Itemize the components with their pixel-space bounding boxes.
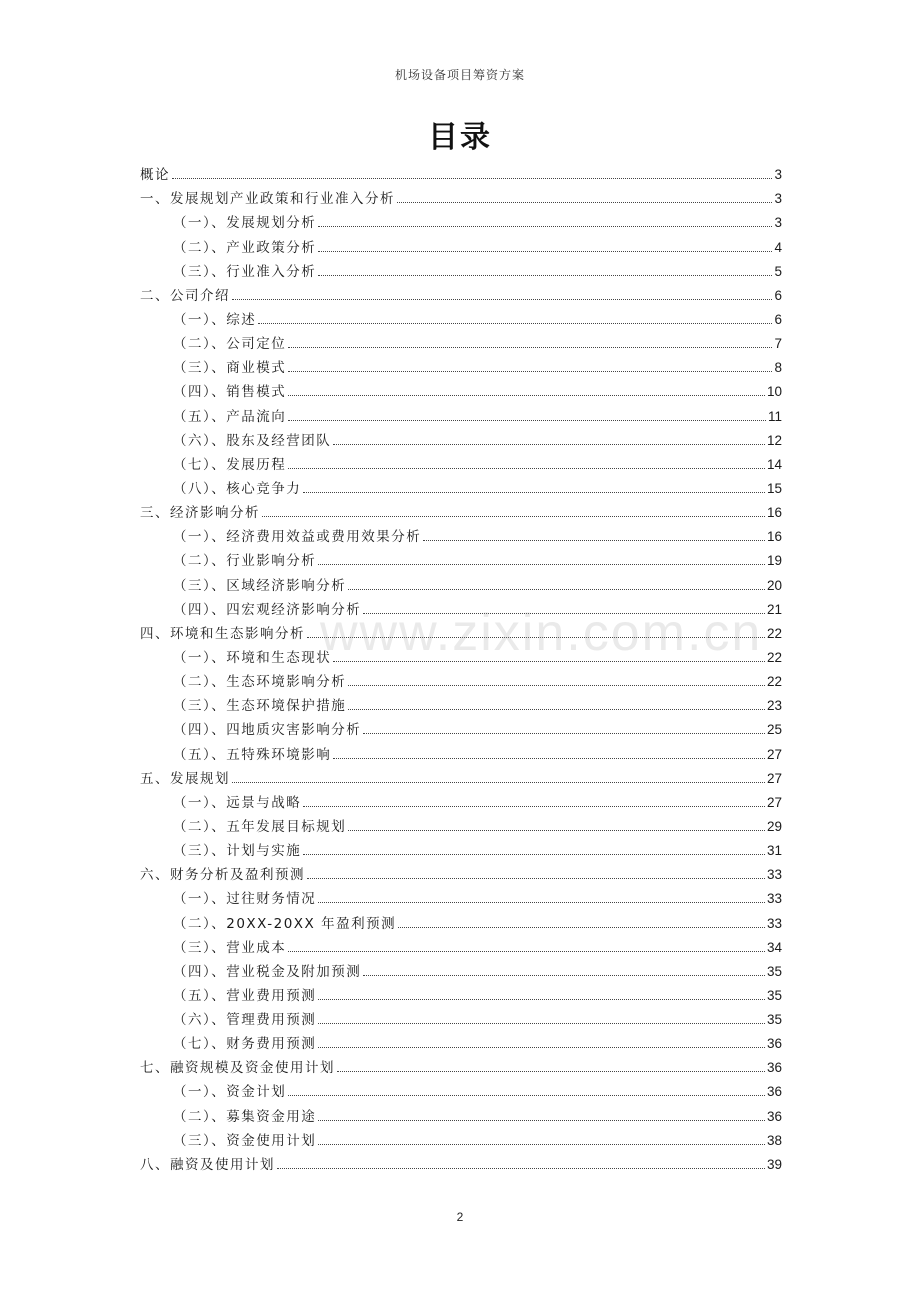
toc-dot-leader <box>363 975 765 976</box>
toc-entry-title: （四）、四地质灾害影响分析 <box>173 722 362 739</box>
toc-entry-page-number: 31 <box>766 843 782 859</box>
toc-entry-page-number: 3 <box>774 167 782 183</box>
toc-entry-page-number: 35 <box>766 963 782 979</box>
toc-entry-title: （六）、股东及经营团队 <box>173 432 332 449</box>
toc-dot-leader <box>288 468 765 469</box>
toc-section-entry[interactable] <box>140 355 782 379</box>
toc-dot-leader <box>307 637 765 638</box>
toc-dot-leader <box>318 275 772 276</box>
toc-entry-title: （六）、管理费用预测 <box>173 1012 317 1029</box>
toc-dot-leader <box>262 516 765 517</box>
toc-section-entry[interactable] <box>140 476 782 500</box>
toc-chapter-entry[interactable] <box>140 621 782 645</box>
toc-entry-title: 四、环境和生态影响分析 <box>140 625 305 642</box>
toc-entry-title: 七、融资规模及资金使用计划 <box>140 1060 335 1077</box>
toc-entry-page-number: 23 <box>766 698 782 714</box>
toc-entry-title: 八、融资及使用计划 <box>140 1156 275 1173</box>
toc-entry-page-number: 36 <box>766 1084 782 1100</box>
toc-entry-title: （三）、区域经济影响分析 <box>173 577 347 594</box>
watermark-text: www.zixin.com.cn <box>320 604 763 662</box>
toc-section-entry[interactable] <box>140 452 782 476</box>
toc-entry-page-number: 21 <box>766 601 782 617</box>
toc-entry-page-number: 11 <box>767 408 782 424</box>
toc-dot-leader <box>318 564 765 565</box>
toc-chapter-entry[interactable] <box>140 766 782 790</box>
toc-entry-page-number: 34 <box>766 939 782 955</box>
toc-entry-title: （二）、产业政策分析 <box>173 239 317 256</box>
toc-entry-title: （四）、销售模式 <box>173 384 287 401</box>
toc-dot-leader <box>398 927 765 928</box>
toc-dot-leader <box>288 395 765 396</box>
toc-dot-leader <box>288 420 766 421</box>
toc-dot-leader <box>303 492 765 493</box>
toc-entry-page-number: 35 <box>766 1012 782 1028</box>
toc-section-entry[interactable] <box>140 693 782 717</box>
toc-chapter-entry[interactable] <box>140 1055 782 1079</box>
toc-entry-title: 概论 <box>140 167 170 184</box>
toc-dot-leader <box>348 589 765 590</box>
toc-entry-title: （五）、产品流向 <box>173 408 287 425</box>
toc-entry-page-number: 10 <box>766 384 782 400</box>
toc-section-entry[interactable] <box>140 959 782 983</box>
toc-entry-page-number: 4 <box>774 239 782 255</box>
toc-dot-leader <box>318 1120 765 1121</box>
toc-entry-page-number: 25 <box>766 722 782 738</box>
toc-dot-leader <box>258 323 772 324</box>
toc-entry-title: （二）、公司定位 <box>173 336 287 353</box>
toc-entry-title: 五、发展规划 <box>140 770 230 787</box>
toc-section-entry[interactable] <box>140 572 782 596</box>
toc-chapter-entry[interactable] <box>140 500 782 524</box>
toc-entry-page-number: 16 <box>766 529 782 545</box>
toc-entry-title: （一）、发展规划分析 <box>173 215 317 232</box>
toc-entry-page-number: 12 <box>766 432 782 448</box>
toc-section-entry[interactable] <box>140 669 782 693</box>
toc-entry-title: 二、公司介绍 <box>140 287 230 304</box>
toc-section-entry[interactable] <box>140 741 782 765</box>
toc-entry-page-number: 22 <box>766 649 782 665</box>
toc-entry-title: （四）、四宏观经济影响分析 <box>173 601 362 618</box>
toc-entry-page-number: 22 <box>766 625 782 641</box>
toc-entry-page-number: 16 <box>766 505 782 521</box>
toc-section-entry[interactable] <box>140 1128 782 1152</box>
toc-dot-leader <box>172 178 772 179</box>
toc-entry-title: （一）、过往财务情况 <box>173 891 317 908</box>
toc-section-entry[interactable] <box>140 331 782 355</box>
toc-entry-page-number: 27 <box>766 746 782 762</box>
toc-entry-title: （二）、20XX-20XX 年盈利预测 <box>173 915 397 932</box>
toc-entry-title: （八）、核心竞争力 <box>173 480 302 497</box>
toc-section-entry[interactable] <box>140 597 782 621</box>
toc-entry-page-number: 33 <box>766 867 782 883</box>
toc-section-entry[interactable] <box>140 886 782 910</box>
toc-entry-page-number: 36 <box>766 1108 782 1124</box>
toc-section-entry[interactable] <box>140 838 782 862</box>
toc-dot-leader <box>288 1095 765 1096</box>
toc-dot-leader <box>348 685 765 686</box>
toc-entry-title: （一）、远景与战略 <box>173 794 302 811</box>
table-of-contents <box>140 162 782 1176</box>
toc-entry-page-number: 3 <box>774 215 782 231</box>
toc-dot-leader <box>318 226 772 227</box>
toc-entry-title: （二）、行业影响分析 <box>173 553 317 570</box>
toc-entry-page-number: 20 <box>766 577 782 593</box>
toc-entry-page-number: 27 <box>766 794 782 810</box>
toc-entry-page-number: 35 <box>766 987 782 1003</box>
toc-section-entry[interactable] <box>140 1031 782 1055</box>
toc-entry-page-number: 29 <box>766 818 782 834</box>
toc-entry-title: 六、财务分析及盈利预测 <box>140 867 305 884</box>
toc-dot-leader <box>288 347 772 348</box>
toc-entry-page-number: 6 <box>774 311 782 327</box>
toc-entry-title: （七）、财务费用预测 <box>173 1036 317 1053</box>
toc-dot-leader <box>232 782 765 783</box>
toc-chapter-entry[interactable] <box>140 862 782 886</box>
toc-entry-page-number: 38 <box>766 1132 782 1148</box>
toc-entry-title: （二）、募集资金用途 <box>173 1108 317 1125</box>
toc-entry-title: （二）、五年发展目标规划 <box>173 818 347 835</box>
toc-section-entry[interactable] <box>140 1103 782 1127</box>
toc-dot-leader <box>348 830 765 831</box>
toc-entry-page-number: 36 <box>766 1036 782 1052</box>
page-number: 2 <box>456 1210 464 1224</box>
toc-section-entry[interactable] <box>140 935 782 959</box>
toc-section-entry[interactable] <box>140 910 782 934</box>
toc-entry-title: （三）、行业准入分析 <box>173 263 317 280</box>
toc-section-entry[interactable] <box>140 814 782 838</box>
toc-entry-title: （三）、资金使用计划 <box>173 1132 317 1149</box>
toc-entry-page-number: 19 <box>766 553 782 569</box>
toc-entry-page-number: 39 <box>766 1156 782 1172</box>
toc-entry-page-number: 15 <box>766 480 782 496</box>
running-header: 机场设备项目筹资方案 <box>394 68 525 82</box>
toc-dot-leader <box>318 1047 765 1048</box>
toc-entry-title: 一、发展规划产业政策和行业准入分析 <box>140 191 395 208</box>
toc-entry-title: 三、经济影响分析 <box>140 505 260 522</box>
toc-dot-leader <box>363 613 765 614</box>
toc-section-entry[interactable] <box>140 428 782 452</box>
toc-entry-title: （一）、经济费用效益或费用效果分析 <box>173 529 422 546</box>
toc-dot-leader <box>423 540 765 541</box>
toc-entry-page-number: 27 <box>766 770 782 786</box>
toc-dot-leader <box>232 299 772 300</box>
toc-section-entry[interactable] <box>140 379 782 403</box>
toc-entry-page-number: 33 <box>766 915 782 931</box>
toc-entry-title: （一）、综述 <box>173 311 257 328</box>
toc-dot-leader <box>277 1168 765 1169</box>
toc-entry-title: （七）、发展历程 <box>173 456 287 473</box>
toc-section-entry[interactable] <box>140 983 782 1007</box>
toc-section-entry[interactable] <box>140 210 782 234</box>
toc-entry-title: （一）、资金计划 <box>173 1084 287 1101</box>
toc-section-entry[interactable] <box>140 790 782 814</box>
toc-entry-title: （一）、环境和生态现状 <box>173 649 332 666</box>
toc-chapter-entry[interactable] <box>140 283 782 307</box>
toc-dot-leader <box>333 444 765 445</box>
toc-section-entry[interactable] <box>140 717 782 741</box>
toc-dot-leader <box>303 806 765 807</box>
toc-entry-title: （五）、营业费用预测 <box>173 987 317 1004</box>
toc-entry-title: （五）、五特殊环境影响 <box>173 746 332 763</box>
toc-chapter-entry[interactable] <box>140 186 782 210</box>
toc-section-entry[interactable] <box>140 307 782 331</box>
page-title: 目录 <box>428 120 492 155</box>
toc-entry-title: （三）、生态环境保护措施 <box>173 698 347 715</box>
toc-entry-title: （四）、营业税金及附加预测 <box>173 963 362 980</box>
toc-dot-leader <box>288 371 772 372</box>
toc-dot-leader <box>307 878 765 879</box>
toc-entry-page-number: 3 <box>774 191 782 207</box>
toc-section-entry[interactable] <box>140 1079 782 1103</box>
toc-dot-leader <box>288 951 765 952</box>
toc-section-entry[interactable] <box>140 645 782 669</box>
toc-dot-leader <box>333 661 765 662</box>
toc-dot-leader <box>303 854 765 855</box>
toc-entry-page-number: 22 <box>766 674 782 690</box>
toc-entry-page-number: 14 <box>766 456 782 472</box>
toc-entry-title: （三）、计划与实施 <box>173 843 302 860</box>
toc-entry-page-number: 7 <box>774 336 782 352</box>
toc-dot-leader <box>318 999 765 1000</box>
toc-entry-title: （二）、生态环境影响分析 <box>173 674 347 691</box>
toc-dot-leader <box>363 733 765 734</box>
toc-section-entry[interactable] <box>140 234 782 258</box>
toc-entry-title: （三）、营业成本 <box>173 939 287 956</box>
toc-section-entry[interactable] <box>140 403 782 427</box>
toc-entry-page-number: 33 <box>766 891 782 907</box>
toc-chapter-entry[interactable] <box>140 162 782 186</box>
toc-section-entry[interactable] <box>140 524 782 548</box>
toc-entry-title: （三）、商业模式 <box>173 360 287 377</box>
toc-dot-leader <box>318 1023 765 1024</box>
toc-entry-page-number: 36 <box>766 1060 782 1076</box>
toc-entry-page-number: 5 <box>774 263 782 279</box>
toc-entry-page-number: 8 <box>774 360 782 376</box>
toc-dot-leader <box>397 202 772 203</box>
toc-dot-leader <box>318 902 765 903</box>
toc-dot-leader <box>348 709 765 710</box>
toc-section-entry[interactable] <box>140 548 782 572</box>
toc-chapter-entry[interactable] <box>140 1152 782 1176</box>
toc-section-entry[interactable] <box>140 1007 782 1031</box>
toc-dot-leader <box>337 1071 765 1072</box>
toc-entry-page-number: 6 <box>774 287 782 303</box>
toc-section-entry[interactable] <box>140 259 782 283</box>
toc-dot-leader <box>333 758 765 759</box>
toc-dot-leader <box>318 1144 765 1145</box>
toc-dot-leader <box>318 251 772 252</box>
